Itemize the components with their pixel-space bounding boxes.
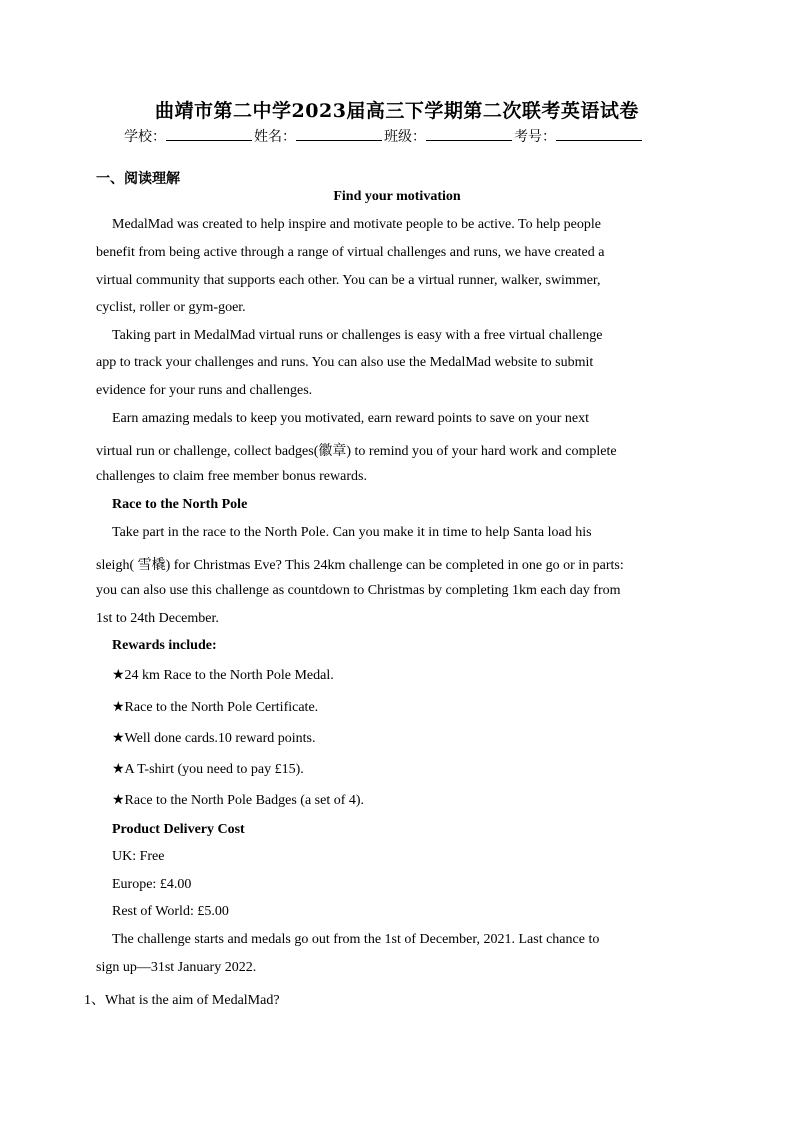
race-heading: Race to the North Pole [112, 497, 248, 512]
rewards-heading: Rewards include: [112, 638, 217, 653]
para1-line: cyclist, roller or gym-goer. [96, 300, 246, 315]
section-heading: 一、阅读理解 [96, 171, 180, 187]
school-label: 学校： [124, 129, 166, 145]
para2-line: app to track your challenges and runs. You can also use the MedalMad website to submit [96, 355, 594, 370]
delivery-item: Rest of World: £5.00 [112, 904, 229, 919]
school-blank[interactable] [166, 126, 252, 141]
para2-line: evidence for your runs and challenges. [96, 383, 313, 398]
para4-line: sleigh( 雪橇) for Christmas Eve? This 24km challenge can be completed in one go or in parts: [96, 558, 624, 573]
reward-item: ★Race to the North Pole Badges (a set of 4). [112, 793, 365, 808]
para4-line: 1st to 24th December. [96, 611, 219, 626]
para3-line: virtual run or challenge, collect badges(徽章) to remind you of your hard work and complete [96, 444, 617, 459]
para3-line: Earn amazing medals to keep you motivated, earn reward points to save on your next [112, 411, 590, 426]
name-blank[interactable] [296, 126, 382, 141]
class-label: 班级： [384, 129, 426, 145]
class-blank[interactable] [426, 126, 512, 141]
para4-line: you can also use this challenge as countdown to Christmas by completing 1km each day from [96, 583, 621, 598]
exam-title: 曲靖市第二中学2023届高三下学期第二次联考英语试卷 [155, 100, 639, 122]
name-label: 姓名： [254, 129, 296, 145]
reward-item: ★24 km Race to the North Pole Medal. [112, 668, 334, 683]
para1-line: benefit from being active through a range of virtual challenges and runs, we have created a [96, 245, 605, 260]
para5-line: sign up—31st January 2022. [96, 960, 257, 975]
para3-line: challenges to claim free member bonus rewards. [96, 469, 367, 484]
para5-line: The challenge starts and medals go out from the 1st of December, 2021. Last chance to [112, 932, 600, 947]
delivery-heading: Product Delivery Cost [112, 822, 245, 837]
para1-line: virtual community that supports each other. You can be a virtual runner, walker, swimmer, [96, 273, 601, 288]
para4-line: Take part in the race to the North Pole. Can you make it in time to help Santa load his [112, 525, 592, 540]
question-1: 1、What is the aim of MedalMad? [84, 993, 280, 1008]
number-blank[interactable] [556, 126, 642, 141]
reward-item: ★Race to the North Pole Certificate. [112, 700, 319, 715]
para1-line: MedalMad was created to help inspire and motivate people to be active. To help people [112, 217, 601, 232]
delivery-item: UK: Free [112, 849, 165, 864]
student-info-line [124, 126, 684, 146]
delivery-item: Europe: £4.00 [112, 877, 192, 892]
reward-item: ★A T-shirt (you need to pay £15). [112, 762, 304, 777]
passage-title: Find your motivation [333, 189, 461, 204]
para2-line: Taking part in MedalMad virtual runs or challenges is easy with a free virtual challenge [112, 328, 603, 343]
number-label: 考号： [514, 129, 556, 145]
reward-item: ★Well done cards.10 reward points. [112, 731, 316, 746]
